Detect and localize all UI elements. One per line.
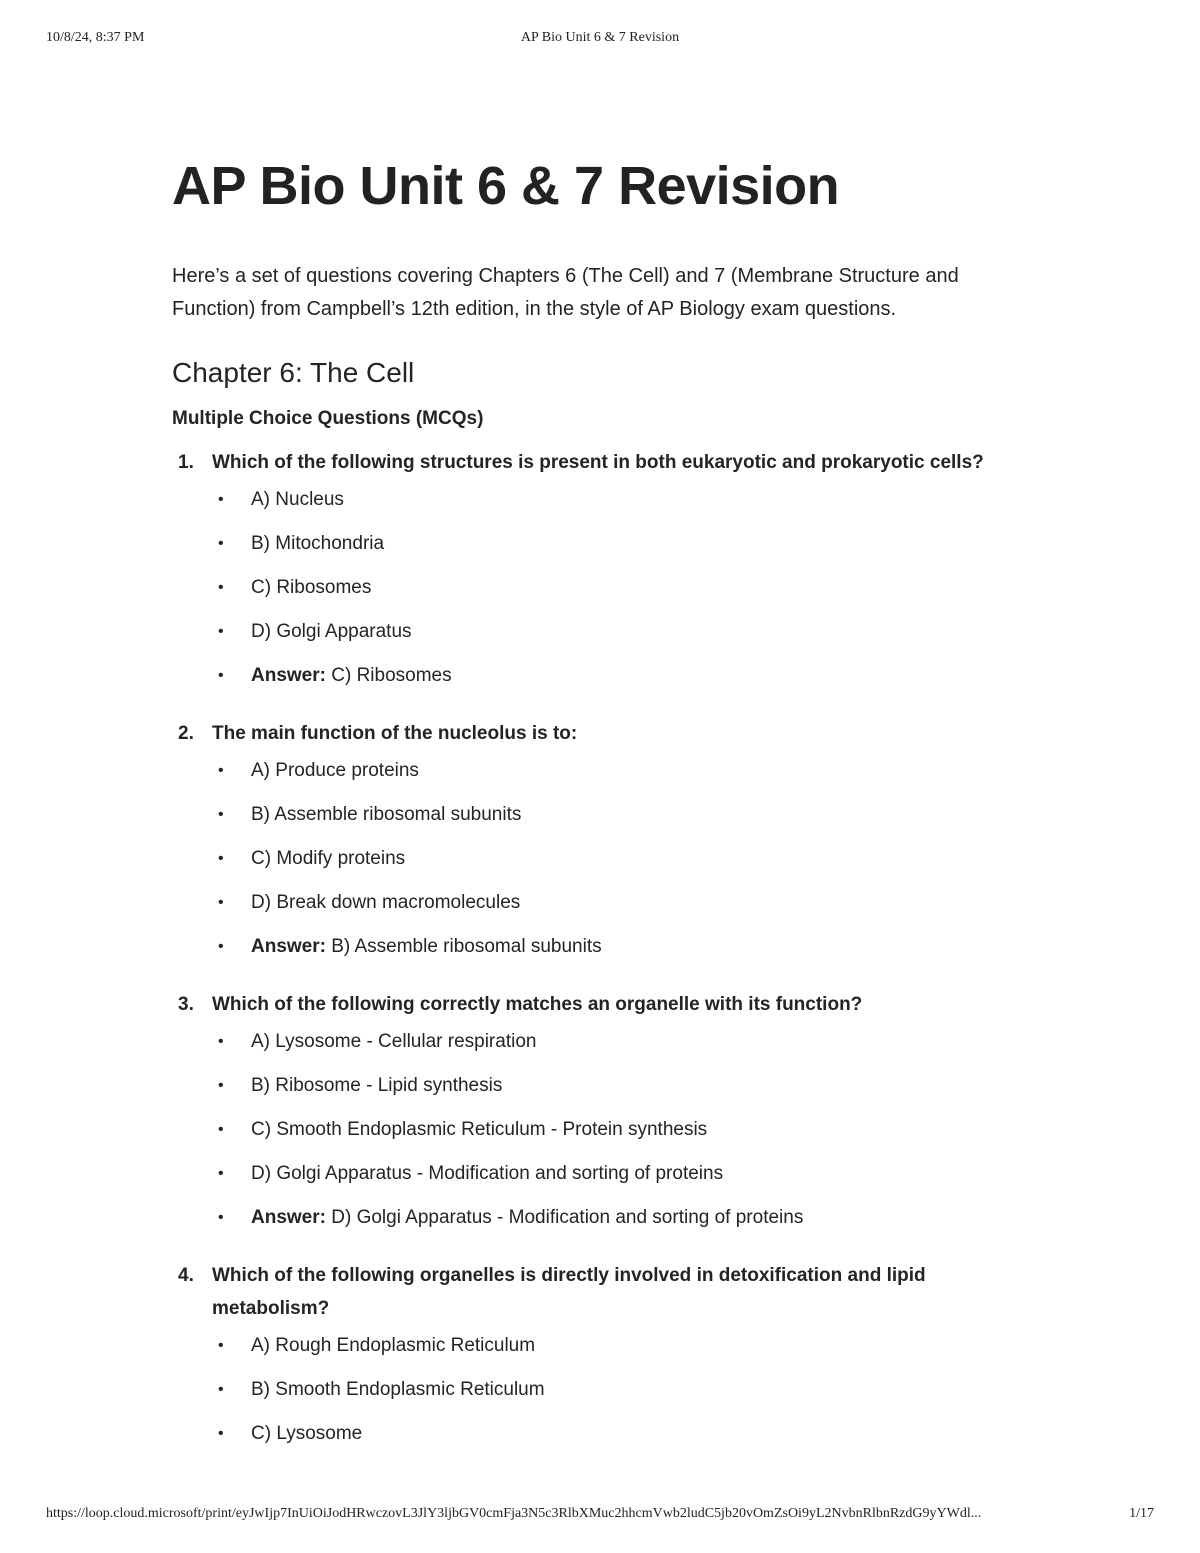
bullet-icon: • [218, 894, 224, 911]
question-number: 1. [178, 452, 194, 473]
option-text: C) Modify proteins [251, 848, 406, 869]
page-title: AP Bio Unit 6 & 7 Revision [172, 156, 840, 216]
answer-text: B) Assemble ribosomal subunits [331, 936, 602, 957]
option-text: D) Golgi Apparatus - Modification and sorting of proteins [251, 1163, 724, 1184]
bullet-icon: • [218, 1425, 224, 1442]
option-item [172, 1379, 1012, 1423]
option-text: A) Lysosome - Cellular respiration [251, 1031, 537, 1052]
option-text: C) Ribosomes [251, 577, 372, 598]
page-number: 1/17 [1129, 1506, 1154, 1521]
option-text: A) Nucleus [251, 489, 344, 510]
answer-label: Answer: [251, 1207, 326, 1228]
question-item [172, 446, 1012, 709]
bullet-icon: • [218, 762, 224, 779]
option-list [172, 489, 1012, 709]
chapter-heading: Chapter 6: The Cell [172, 357, 415, 388]
option-item [172, 1335, 1012, 1379]
option-item [172, 533, 1012, 577]
question-item [172, 717, 1012, 980]
bullet-icon: • [218, 579, 224, 596]
intro-paragraph: Here’s a set of questions covering Chapters 6 (The Cell) and 7 (Membrane Structure and Function) from Campbell’s 12th edition, in the style of AP Biology exam questions. [172, 265, 959, 320]
question-item [172, 988, 1012, 1251]
option-item [172, 892, 1012, 936]
question-text: The main function of the nucleolus is to: [212, 723, 578, 744]
option-item [172, 848, 1012, 892]
option-text: B) Ribosome - Lipid synthesis [251, 1075, 503, 1096]
bullet-icon: • [218, 1209, 224, 1226]
answer-label: Answer: [251, 936, 326, 957]
bullet-icon: • [218, 1077, 224, 1094]
option-item [172, 1163, 1012, 1207]
option-item [172, 577, 1012, 621]
print-footer [0, 1506, 1200, 1526]
question-text: Which of the following structures is present in both eukaryotic and prokaryotic cells? [212, 452, 984, 473]
bullet-icon: • [218, 1337, 224, 1354]
option-text: B) Assemble ribosomal subunits [251, 804, 522, 825]
bullet-icon: • [218, 1165, 224, 1182]
option-item [172, 1031, 1012, 1075]
option-text: D) Break down macromolecules [251, 892, 521, 913]
bullet-icon: • [218, 1033, 224, 1050]
print-header-title: AP Bio Unit 6 & 7 Revision [520, 30, 680, 45]
document-body [172, 150, 1012, 1475]
bullet-icon: • [218, 1381, 224, 1398]
print-url-link[interactable]: https://loop.cloud.microsoft/print/eyJwIjp7InUiOiJodHRwczovL3JlY3ljbGV0cmFja3N5c3RlbXMuc2hhcmVwb2ludC5jb20vOmZsOi9yL2NvbnRlbnRzdG9yYWdl... [46, 1506, 982, 1521]
option-text: A) Rough Endoplasmic Reticulum [251, 1335, 536, 1356]
option-text: D) Golgi Apparatus [251, 621, 412, 642]
option-item [172, 1423, 1012, 1467]
option-text: A) Produce proteins [251, 760, 419, 781]
option-item [172, 760, 1012, 804]
question-number: 3. [178, 994, 194, 1015]
option-item [172, 1075, 1012, 1119]
bullet-icon: • [218, 938, 224, 955]
question-number: 2. [178, 723, 194, 744]
question-number: 4. [178, 1265, 194, 1286]
print-datetime: 10/8/24, 8:37 PM [46, 30, 145, 45]
answer-item [172, 665, 1012, 709]
answer-label: Answer: [251, 665, 326, 686]
section-label: Multiple Choice Questions (MCQs) [172, 408, 484, 429]
option-item [172, 804, 1012, 848]
option-text: C) Smooth Endoplasmic Reticulum - Protein synthesis [251, 1119, 708, 1140]
bullet-icon: • [218, 667, 224, 684]
option-list [172, 1031, 1012, 1251]
option-item [172, 489, 1012, 533]
question-item [172, 1259, 1012, 1467]
option-list [172, 760, 1012, 980]
answer-line [251, 936, 602, 958]
question-text: Which of the following correctly matches an organelle with its function? [212, 994, 863, 1015]
answer-text: C) Ribosomes [331, 665, 452, 686]
bullet-icon: • [218, 623, 224, 640]
answer-line [251, 665, 452, 687]
question-text: Which of the following organelles is directly involved in detoxification and lipid metabolism? [212, 1265, 926, 1319]
option-list [172, 1335, 1012, 1467]
answer-item [172, 1207, 1012, 1251]
bullet-icon: • [218, 535, 224, 552]
question-list [172, 446, 1012, 1467]
option-item [172, 1119, 1012, 1163]
option-text: B) Smooth Endoplasmic Reticulum [251, 1379, 545, 1400]
bullet-icon: • [218, 850, 224, 867]
bullet-icon: • [218, 1121, 224, 1138]
option-item [172, 621, 1012, 665]
bullet-icon: • [218, 491, 224, 508]
answer-item [172, 936, 1012, 980]
answer-line [251, 1207, 803, 1229]
option-text: B) Mitochondria [251, 533, 385, 554]
answer-text: D) Golgi Apparatus - Modification and sorting of proteins [331, 1207, 804, 1228]
option-text: C) Lysosome [251, 1423, 363, 1444]
bullet-icon: • [218, 806, 224, 823]
print-header [0, 30, 1200, 50]
